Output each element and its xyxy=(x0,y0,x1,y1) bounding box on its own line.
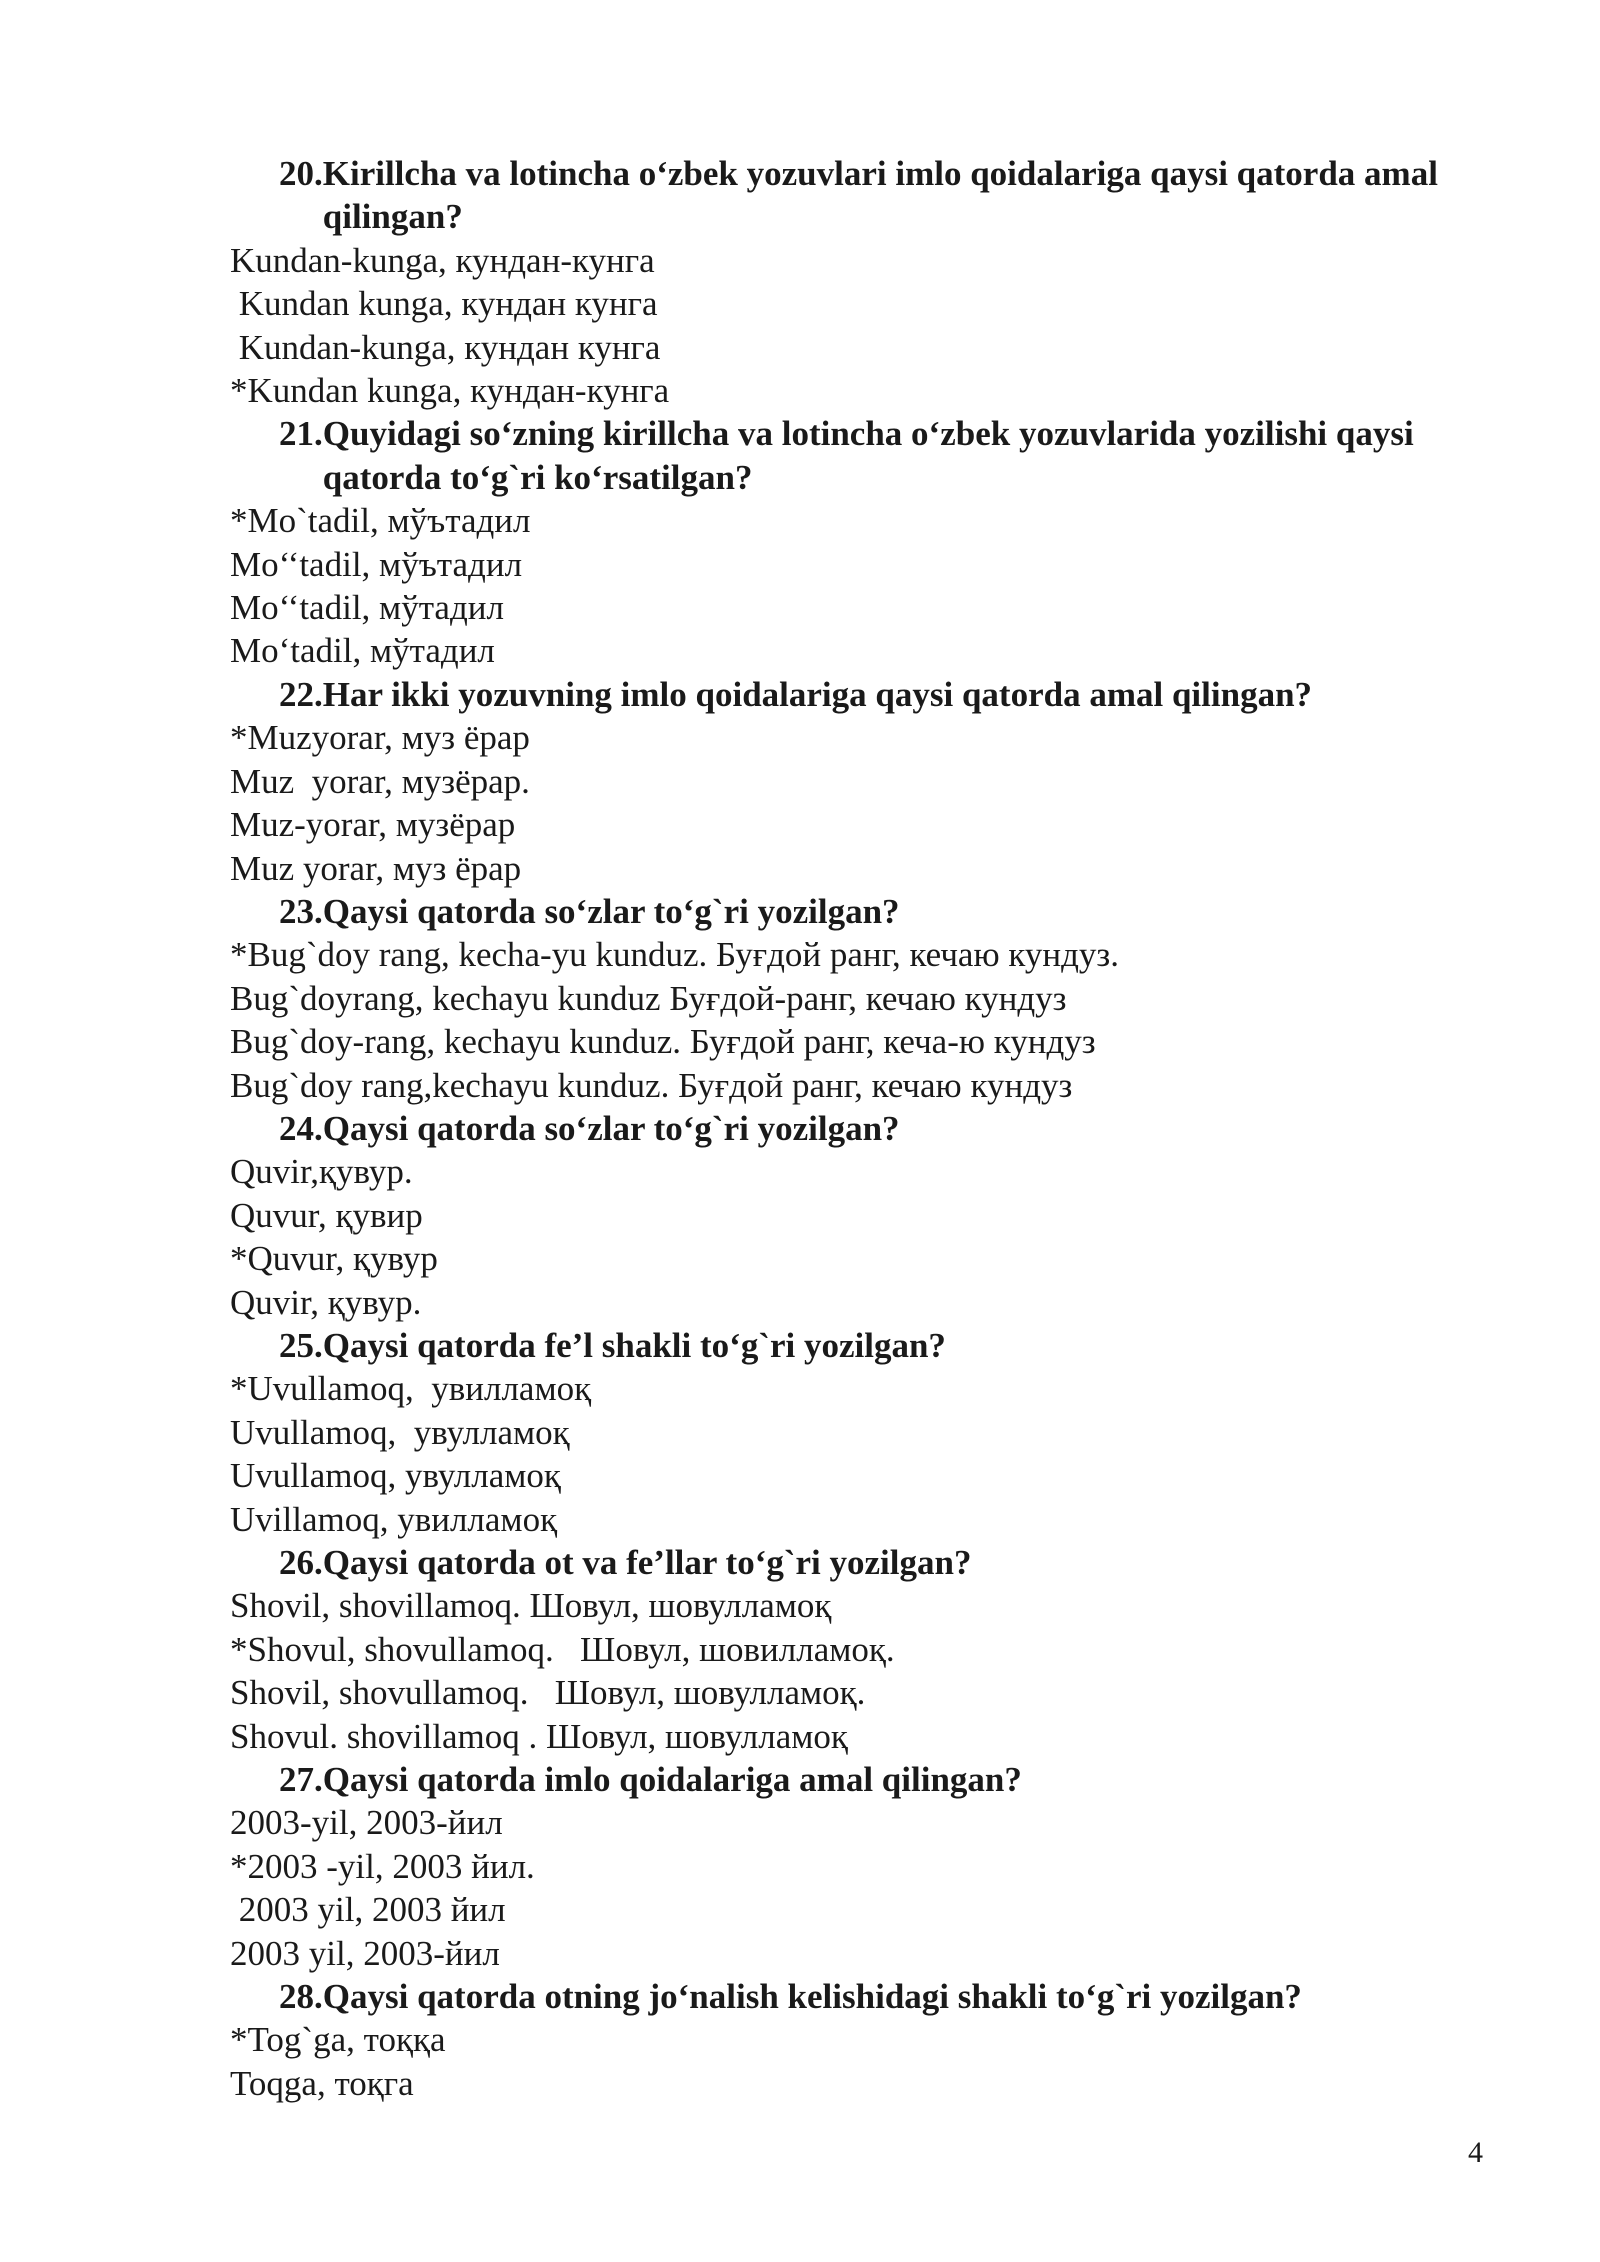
answer-option: Quvir, қувур. xyxy=(230,1282,422,1322)
question-text: Qaysi qatorda so‘zlar to‘g`ri yozilgan? xyxy=(322,1108,900,1148)
answer-option: *Shovul, shovullamoq. Шовул, шовилламоқ. xyxy=(230,1629,895,1669)
question-28 xyxy=(230,1975,1530,2105)
question-24 xyxy=(230,1107,1530,1324)
answer-option: Muz yorar, муз ёрар xyxy=(230,848,522,888)
answer-option: Bug`doy rang,kechayu kunduz. Буғдой ранг, кечаю кундуз xyxy=(230,1065,1073,1105)
question-heading xyxy=(230,890,1530,933)
answer-option: Uvullamoq, увулламоқ xyxy=(230,1456,561,1496)
question-20 xyxy=(230,152,1530,412)
question-heading xyxy=(230,1324,1530,1367)
question-heading xyxy=(230,1758,1530,1801)
question-number: 20. xyxy=(279,154,323,193)
question-26 xyxy=(230,1541,1530,1758)
question-number: 27. xyxy=(279,1760,323,1800)
page-number: 4 xyxy=(1468,2136,1483,2169)
question-number: 26. xyxy=(279,1543,323,1582)
question-text: Qaysi qatorda otning jo‘nalish kelishidagi shakli to‘g`ri yozilgan? xyxy=(322,1977,1302,2017)
question-number: 25. xyxy=(279,1325,323,1365)
question-text: Qaysi qatorda fe’l shakli to‘g`ri yozilgan? xyxy=(322,1325,946,1365)
answer-option: Muz yorar, музёрар. xyxy=(230,761,530,801)
answer-option: Kundan-kunga, кундан-кунга xyxy=(230,240,655,280)
answer-option: *Muzyorar, муз ёрар xyxy=(230,718,530,758)
question-22 xyxy=(230,673,1530,890)
answer-option: Kundan kunga, кундан кунга xyxy=(230,284,658,324)
answer-option: Muz-yorar, музёрар xyxy=(230,805,516,845)
document-page xyxy=(230,152,1530,2105)
answer-option: *Bug`doy rang, kecha-yu kunduz. Буғдой ранг, кечаю кундуз. xyxy=(230,935,1119,975)
question-text: Qaysi qatorda imlo qoidalariga amal qilingan? xyxy=(322,1760,1022,1800)
question-heading xyxy=(230,1107,1530,1150)
answer-option: *Kundan kunga, кундан-кунга xyxy=(230,371,670,411)
answer-option: *Mo`tadil, мўътадил xyxy=(230,501,531,541)
question-heading xyxy=(230,1975,1530,2018)
question-number: 24. xyxy=(279,1108,323,1148)
question-text: Quyidagi so‘zning kirillcha va lotincha o‘zbek yozuvlarida yozilishi qaysi qatorda to‘g`ri ko‘rsatilgan? xyxy=(322,414,1423,497)
answer-option: Mo‘tadil, мўтадил xyxy=(230,631,495,671)
answer-option: Shovil, shovullamoq. Шовул, шовулламоқ. xyxy=(230,1673,866,1713)
answer-option: Bug`doy-rang, kechayu kunduz. Буғдой ранг, кеча-ю кундуз xyxy=(230,1022,1096,1062)
answer-option: Uvullamoq, увулламоқ xyxy=(230,1412,570,1452)
question-21 xyxy=(230,412,1530,672)
question-25 xyxy=(230,1324,1530,1541)
question-text: Qaysi qatorda ot va fe’llar to‘g`ri yozilgan? xyxy=(322,1543,972,1582)
answer-option: *2003 -yil, 2003 йил. xyxy=(230,1846,535,1886)
answer-option: Shovil, shovillamoq. Шовул, шовулламоқ xyxy=(230,1586,832,1626)
answer-option: Bug`doyrang, kechayu kunduz Буғдой-ранг, кечаю кундуз xyxy=(230,978,1067,1018)
question-number: 28. xyxy=(279,1977,323,2017)
question-23 xyxy=(230,890,1530,1107)
question-heading xyxy=(230,412,1530,499)
answer-option: 2003 yil, 2003-йил xyxy=(230,1933,500,1973)
answer-option: 2003-yil, 2003-йил xyxy=(230,1803,503,1843)
answer-option: Quvur, қувир xyxy=(230,1195,423,1235)
question-27 xyxy=(230,1758,1530,1975)
answer-option: Shovul. shovillamoq . Шовул, шовулламоқ xyxy=(230,1716,848,1756)
answer-option: Toqga, тоқга xyxy=(230,2063,414,2103)
answer-option: Mo‘‘tadil, мўтадил xyxy=(230,588,504,628)
question-text: Kirillcha va lotincha o‘zbek yozuvlari imlo qoidalariga qaysi qatorda amal qilingan? xyxy=(322,154,1447,237)
question-heading xyxy=(230,673,1530,716)
question-text: Har ikki yozuvning imlo qoidalariga qaysi qatorda amal qilingan? xyxy=(322,674,1313,714)
answer-option: Uvillamoq, увилламоқ xyxy=(230,1499,558,1539)
answer-option: *Tog`ga, тоққа xyxy=(230,2020,446,2060)
answer-option: *Quvur, қувур xyxy=(230,1239,438,1279)
question-number: 23. xyxy=(279,891,323,931)
answer-option: Quvir,қувур. xyxy=(230,1152,413,1192)
question-number: 22. xyxy=(279,674,323,714)
answer-option: Mo‘‘tadil, мўътадил xyxy=(230,544,523,584)
answer-option: *Uvullamoq, увилламоқ xyxy=(230,1369,592,1409)
question-number: 21. xyxy=(279,414,323,454)
answer-option: 2003 yil, 2003 йил xyxy=(230,1890,506,1930)
answer-option: Kundan-kunga, кундан кунга xyxy=(230,327,661,367)
question-heading xyxy=(230,1541,1530,1584)
question-heading xyxy=(230,152,1530,239)
question-text: Qaysi qatorda so‘zlar to‘g`ri yozilgan? xyxy=(322,891,900,931)
